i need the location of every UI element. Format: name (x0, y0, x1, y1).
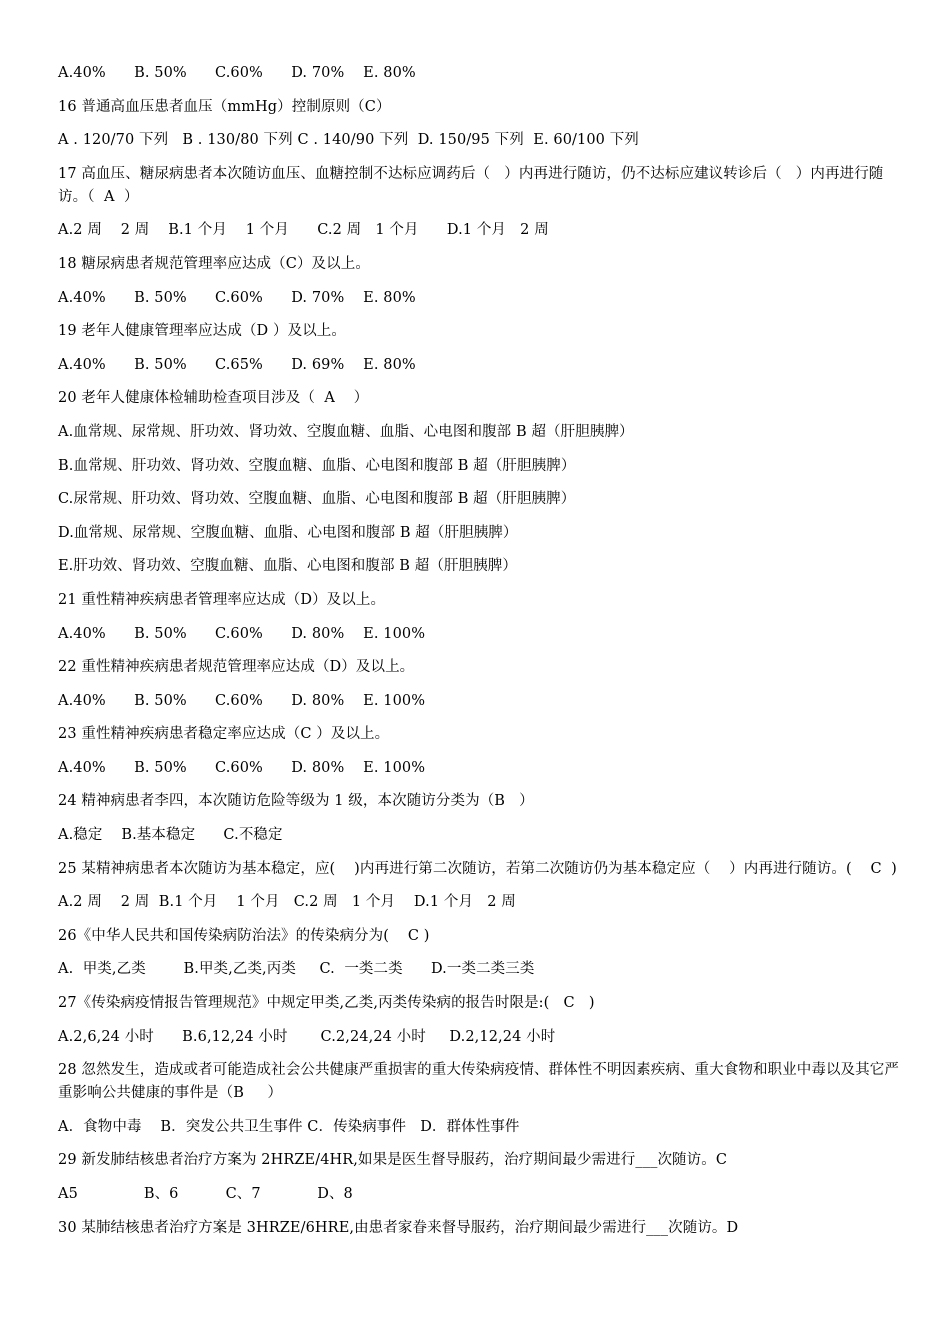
question-18: 18 糖尿病患者规范管理率应达成（C）及以上。 (58, 255, 370, 272)
question-27: 27《传染病疫情报告管理规范》中规定甲类,乙类,丙类传染病的报告时限是:( C ) (58, 995, 595, 1012)
question-28: 28 忽然发生，造成或者可能造成社会公共健康严重损害的重大传染病疫情、群体性不明因素疾病、重大食物和职业中毒以及其它严重影响公共健康的事件是（B ） (58, 1062, 899, 1102)
options-q22: A.40% B. 50% C.60% D. 80% E. 100% (58, 692, 426, 709)
options-q24: A.稳定 B.基本稳定 C.不稳定 (58, 827, 283, 844)
options-q23: A.40% B. 50% C.60% D. 80% E. 100% (58, 759, 426, 776)
question-17: 17 高血压、糖尿病患者本次随访血压、血糖控制不达标应调药后（ ）内再进行随访，仍不达标应建议转诊后（ ）内再进行随访。（ A ） (58, 165, 884, 205)
question-21: 21 重性精神疾病患者管理率应达成（D）及以上。 (58, 591, 386, 608)
options-q15: A.40% B. 50% C.60% D. 70% E. 80% (58, 65, 416, 81)
options-q28: A．食物中毒 B．突发公共卫生事件 C．传染病事件 D．群体性事件 (58, 1118, 520, 1135)
question-25: 25 某精神病患者本次随访为基本稳定，应( )内再进行第二次随访，若第二次随访仍为基本稳定应（ ）内再进行随访。( C ) (58, 860, 897, 877)
question-22: 22 重性精神疾病患者规范管理率应达成（D）及以上。 (58, 659, 415, 676)
option-q20-c: C.尿常规、肝功效、肾功效、空腹血糖、血脂、心电图和腹部 B 超（肝胆胰脾） (58, 491, 576, 508)
options-q17: A.2 周 2 周 B.1 个月 1 个月 C.2 周 1 个月 D.1 个月 2 周 (58, 222, 549, 239)
question-19: 19 老年人健康管理率应达成（D ）及以上。 (58, 323, 346, 340)
question-16: 16 普通高血压患者血压（mmHg）控制原则（C） (58, 98, 391, 115)
option-q20-a: A.血常规、尿常规、肝功效、肾功效、空腹血糖、血脂、心电图和腹部 B 超（肝胆胰脾） (58, 423, 634, 440)
options-q21: A.40% B. 50% C.60% D. 80% E. 100% (58, 625, 426, 642)
question-29: 29 新发肺结核患者治疗方案为 2HRZE/4HR,如果是医生督导服药，治疗期间最少需进行___次随访。C (58, 1152, 728, 1169)
options-q18: A.40% B. 50% C.60% D. 70% E. 80% (58, 289, 416, 306)
option-q20-d: D.血常规、尿常规、空腹血糖、血脂、心电图和腹部 B 超（肝胆胰脾） (58, 524, 518, 541)
question-24: 24 精神病患者李四，本次随访危险等级为 1 级，本次随访分类为（B ） (58, 793, 534, 810)
question-26: 26《中华人民共和国传染病防治法》的传染病分为( C ) (58, 927, 430, 944)
options-q16: A . 120/70 下列 B . 130/80 下列 C . 140/90 下列 D. 150/95 下列 E. 60/100 下列 (58, 132, 639, 149)
option-q20-e: E.肝功效、肾功效、空腹血糖、血脂、心电图和腹部 B 超（肝胆胰脾） (58, 558, 517, 575)
options-q27: A.2,6,24 小时 B.6,12,24 小时 C.2,24,24 小时 D.2,12,24 小时 (58, 1028, 556, 1045)
options-q19: A.40% B. 50% C.65% D. 69% E. 80% (58, 356, 416, 373)
question-23: 23 重性精神疾病患者稳定率应达成（C ）及以上。 (58, 726, 390, 743)
question-20: 20 老年人健康体检辅助检查项目涉及（ A ） (58, 390, 369, 407)
question-30: 30 某肺结核患者治疗方案是 3HRZE/6HRE,由患者家眷来督导服药，治疗期间最少需进行___次随访。D (58, 1219, 739, 1236)
options-q25: A.2 周 2 周 B.1 个月 1 个月 C.2 周 1 个月 D.1 个月 2 周 (58, 894, 516, 911)
options-q26: A. 甲类,乙类 B.甲类,乙类,丙类 C. 一类二类 D.一类二类三类 (58, 961, 535, 978)
option-q20-b: B.血常规、肝功效、肾功效、空腹血糖、血脂、心电图和腹部 B 超（肝胆胰脾） (58, 457, 576, 474)
options-q29: A5 B、6 C、7 D、8 (58, 1186, 353, 1202)
